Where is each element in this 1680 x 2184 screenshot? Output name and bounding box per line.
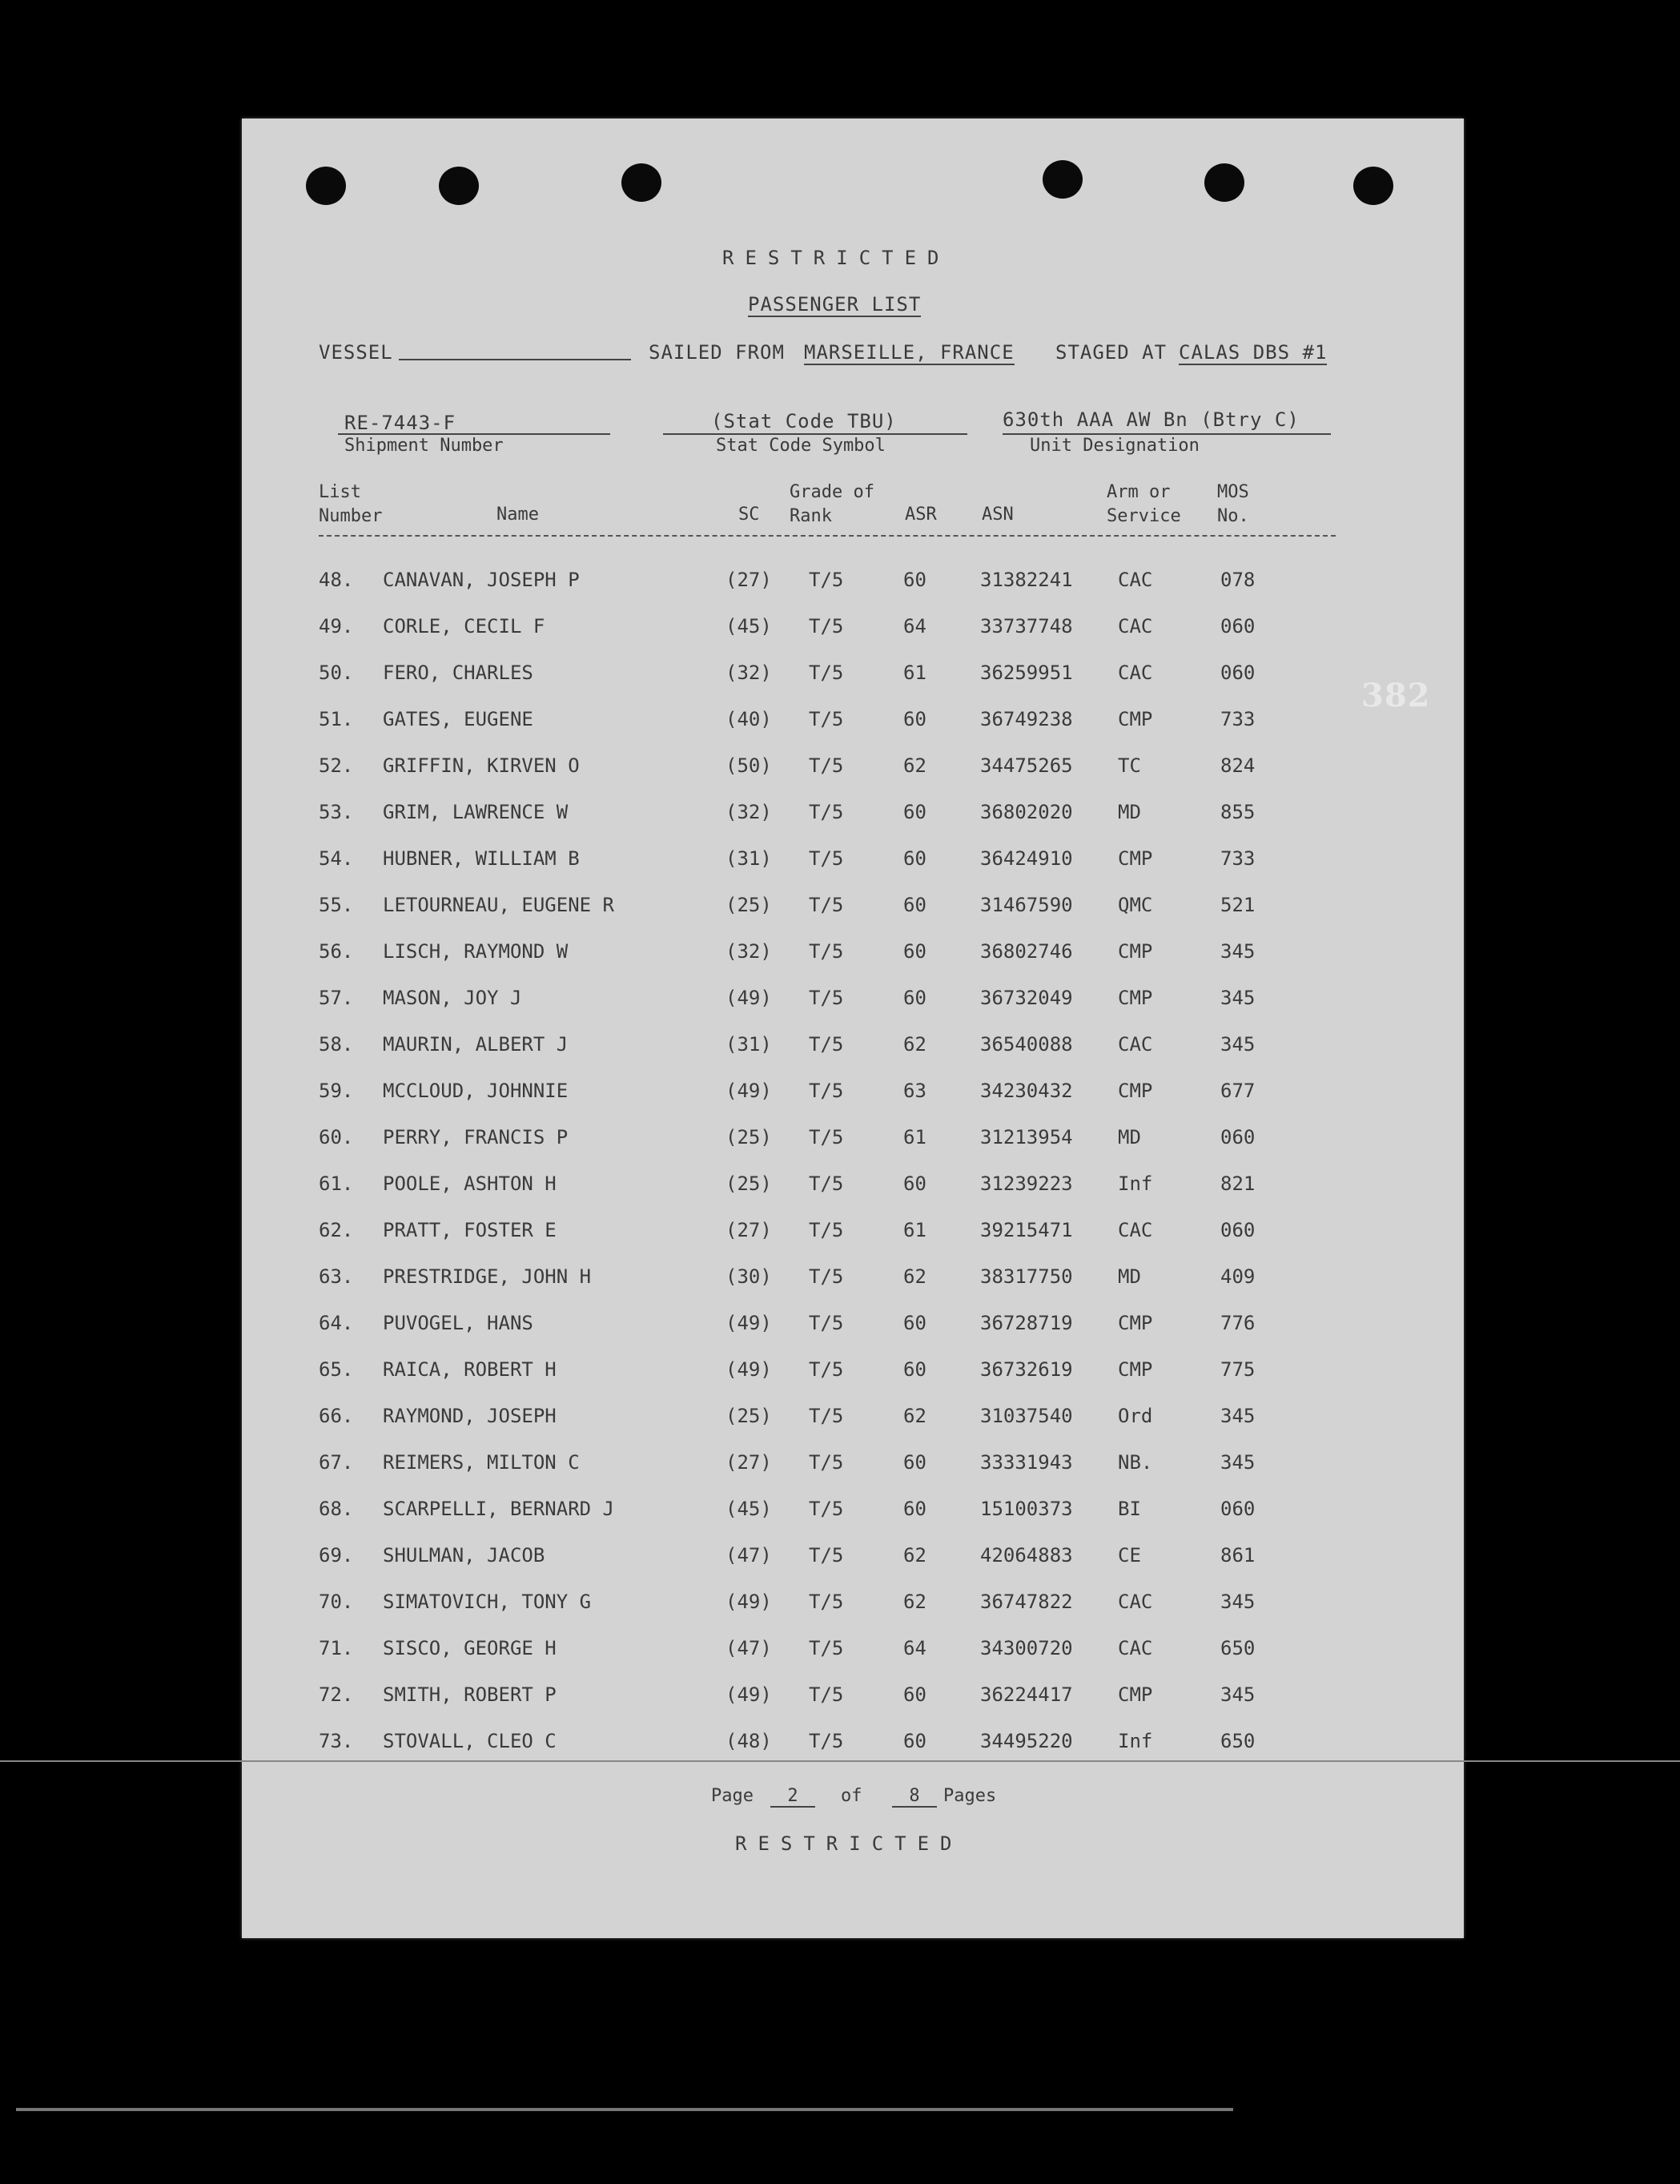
cell-mos-number: 650 bbox=[1220, 1730, 1256, 1752]
cell-asn: 42064883 bbox=[980, 1544, 1073, 1567]
unit-line bbox=[1003, 433, 1331, 435]
cell-mos-number: 060 bbox=[1220, 662, 1256, 684]
cell-service-component: (32) bbox=[725, 940, 772, 963]
staged-label: STAGED AT bbox=[1055, 341, 1168, 364]
cell-arm-or-service: CAC bbox=[1118, 1219, 1153, 1241]
cell-grade: T/5 bbox=[809, 1358, 844, 1381]
cell-service-component: (49) bbox=[725, 1358, 772, 1381]
cell-arm-or-service: NB. bbox=[1118, 1451, 1153, 1474]
table-row bbox=[242, 847, 1464, 879]
table-row bbox=[242, 1358, 1464, 1390]
cell-grade: T/5 bbox=[809, 987, 844, 1009]
cell-grade: T/5 bbox=[809, 754, 844, 777]
cell-asr-score: 60 bbox=[903, 1312, 926, 1334]
cell-asr-score: 64 bbox=[903, 615, 926, 638]
cell-asn: 34495220 bbox=[980, 1730, 1073, 1752]
cell-passenger-name: GRIM, LAWRENCE W bbox=[383, 801, 569, 823]
col-asn: ASN bbox=[982, 505, 1014, 525]
cell-list-number: 66. bbox=[319, 1405, 354, 1427]
cell-service-component: (47) bbox=[725, 1544, 772, 1567]
page-label: Page bbox=[711, 1786, 754, 1806]
cell-asn: 36749238 bbox=[980, 708, 1073, 730]
table-row bbox=[242, 1498, 1464, 1530]
cell-list-number: 54. bbox=[319, 847, 354, 870]
cell-grade: T/5 bbox=[809, 1033, 844, 1056]
cell-passenger-name: RAICA, ROBERT H bbox=[383, 1358, 557, 1381]
cell-mos-number: 345 bbox=[1220, 1451, 1256, 1474]
shipment-caption: Shipment Number bbox=[344, 436, 504, 456]
cell-grade: T/5 bbox=[809, 1126, 844, 1148]
cell-passenger-name: HUBNER, WILLIAM B bbox=[383, 847, 580, 870]
cell-passenger-name: STOVALL, CLEO C bbox=[383, 1730, 557, 1752]
table-row bbox=[242, 1544, 1464, 1576]
document-page bbox=[242, 119, 1464, 1938]
cell-arm-or-service: QMC bbox=[1118, 894, 1153, 916]
cell-service-component: (31) bbox=[725, 847, 772, 870]
cell-asn: 15100373 bbox=[980, 1498, 1073, 1520]
cell-asr-score: 60 bbox=[903, 801, 926, 823]
col-list-number: List Number bbox=[319, 482, 383, 526]
cell-arm-or-service: CMP bbox=[1118, 708, 1153, 730]
col-asr: ASR bbox=[905, 505, 937, 525]
unit-caption: Unit Designation bbox=[1030, 436, 1200, 456]
cell-passenger-name: CORLE, CECIL F bbox=[383, 615, 545, 638]
cell-service-component: (49) bbox=[725, 1591, 772, 1613]
cell-grade: T/5 bbox=[809, 708, 844, 730]
cell-arm-or-service: Ord bbox=[1118, 1405, 1153, 1427]
cell-service-component: (49) bbox=[725, 987, 772, 1009]
punch-hole bbox=[1204, 163, 1244, 202]
vessel-blank bbox=[399, 359, 631, 360]
cell-grade: T/5 bbox=[809, 1591, 844, 1613]
cell-service-component: (48) bbox=[725, 1730, 772, 1752]
cell-asr-score: 60 bbox=[903, 1451, 926, 1474]
stamped-page-number: 382 bbox=[1361, 677, 1431, 714]
table-row bbox=[242, 1126, 1464, 1158]
cell-grade: T/5 bbox=[809, 1219, 844, 1241]
cell-asr-score: 62 bbox=[903, 1265, 926, 1288]
stat-line bbox=[663, 433, 967, 435]
cell-passenger-name: LETOURNEAU, EUGENE R bbox=[383, 894, 614, 916]
cell-asr-score: 61 bbox=[903, 662, 926, 684]
stat-code: (Stat Code TBU) bbox=[711, 410, 897, 432]
cell-list-number: 72. bbox=[319, 1683, 354, 1706]
cell-asr-score: 60 bbox=[903, 1683, 926, 1706]
cell-asn: 36424910 bbox=[980, 847, 1073, 870]
cell-service-component: (47) bbox=[725, 1637, 772, 1659]
cell-mos-number: 345 bbox=[1220, 1683, 1256, 1706]
cell-asn: 31382241 bbox=[980, 569, 1073, 591]
cell-grade: T/5 bbox=[809, 1451, 844, 1474]
cell-asr-score: 60 bbox=[903, 847, 926, 870]
of-label: of bbox=[841, 1786, 862, 1806]
cell-asn: 36802746 bbox=[980, 940, 1073, 963]
cell-list-number: 49. bbox=[319, 615, 354, 638]
cell-asr-score: 60 bbox=[903, 708, 926, 730]
cell-passenger-name: RAYMOND, JOSEPH bbox=[383, 1405, 557, 1427]
cell-list-number: 58. bbox=[319, 1033, 354, 1056]
cell-asr-score: 60 bbox=[903, 1172, 926, 1195]
table-row bbox=[242, 1312, 1464, 1344]
table-row bbox=[242, 569, 1464, 601]
cell-mos-number: 409 bbox=[1220, 1265, 1256, 1288]
cell-grade: T/5 bbox=[809, 801, 844, 823]
unit-designation: 630th AAA AW Bn (Btry C) bbox=[1003, 408, 1300, 431]
cell-asr-score: 63 bbox=[903, 1080, 926, 1102]
cell-mos-number: 345 bbox=[1220, 940, 1256, 963]
table-row bbox=[242, 754, 1464, 786]
cell-asr-score: 60 bbox=[903, 1730, 926, 1752]
cell-grade: T/5 bbox=[809, 1683, 844, 1706]
table-row bbox=[242, 1033, 1464, 1065]
punch-hole bbox=[306, 167, 346, 205]
cell-passenger-name: LISCH, RAYMOND W bbox=[383, 940, 569, 963]
cell-grade: T/5 bbox=[809, 569, 844, 591]
cell-service-component: (27) bbox=[725, 569, 772, 591]
cell-list-number: 57. bbox=[319, 987, 354, 1009]
cell-mos-number: 345 bbox=[1220, 1033, 1256, 1056]
cell-passenger-name: PRATT, FOSTER E bbox=[383, 1219, 557, 1241]
cell-passenger-name: SCARPELLI, BERNARD J bbox=[383, 1498, 614, 1520]
cell-mos-number: 345 bbox=[1220, 987, 1256, 1009]
cell-grade: T/5 bbox=[809, 847, 844, 870]
cell-mos-number: 861 bbox=[1220, 1544, 1256, 1567]
cell-asr-score: 62 bbox=[903, 754, 926, 777]
punch-hole bbox=[439, 167, 479, 205]
cell-grade: T/5 bbox=[809, 1637, 844, 1659]
page-number: 2 bbox=[770, 1786, 815, 1808]
cell-list-number: 51. bbox=[319, 708, 354, 730]
table-row bbox=[242, 1451, 1464, 1483]
cell-mos-number: 521 bbox=[1220, 894, 1256, 916]
staged-value: CALAS DBS #1 bbox=[1179, 341, 1328, 364]
cell-passenger-name: PUVOGEL, HANS bbox=[383, 1312, 533, 1334]
cell-service-component: (31) bbox=[725, 1033, 772, 1056]
cell-service-component: (49) bbox=[725, 1080, 772, 1102]
cell-list-number: 50. bbox=[319, 662, 354, 684]
cell-asr-score: 61 bbox=[903, 1126, 926, 1148]
cell-asr-score: 61 bbox=[903, 1219, 926, 1241]
table-row bbox=[242, 894, 1464, 926]
cell-list-number: 56. bbox=[319, 940, 354, 963]
cell-asn: 34300720 bbox=[980, 1637, 1073, 1659]
cell-asr-score: 60 bbox=[903, 1358, 926, 1381]
cell-service-component: (27) bbox=[725, 1219, 772, 1241]
cell-passenger-name: SHULMAN, JACOB bbox=[383, 1544, 545, 1567]
cell-asr-score: 62 bbox=[903, 1405, 926, 1427]
cell-list-number: 61. bbox=[319, 1172, 354, 1195]
cell-mos-number: 824 bbox=[1220, 754, 1256, 777]
cell-grade: T/5 bbox=[809, 1498, 844, 1520]
cell-asn: 36540088 bbox=[980, 1033, 1073, 1056]
cell-list-number: 71. bbox=[319, 1637, 354, 1659]
cell-grade: T/5 bbox=[809, 1265, 844, 1288]
cell-asn: 33737748 bbox=[980, 615, 1073, 638]
cell-arm-or-service: CAC bbox=[1118, 1033, 1153, 1056]
cell-mos-number: 345 bbox=[1220, 1591, 1256, 1613]
table-row bbox=[242, 615, 1464, 647]
cell-arm-or-service: Inf bbox=[1118, 1730, 1153, 1752]
cell-grade: T/5 bbox=[809, 894, 844, 916]
cell-arm-or-service: TC bbox=[1118, 754, 1141, 777]
cell-asr-score: 62 bbox=[903, 1591, 926, 1613]
cell-passenger-name: SIMATOVICH, TONY G bbox=[383, 1591, 592, 1613]
cell-asn: 39215471 bbox=[980, 1219, 1073, 1241]
classification-bottom: RESTRICTED bbox=[735, 1832, 963, 1855]
cell-grade: T/5 bbox=[809, 1730, 844, 1752]
table-row bbox=[242, 1591, 1464, 1623]
cell-service-component: (45) bbox=[725, 1498, 772, 1520]
cell-service-component: (49) bbox=[725, 1312, 772, 1334]
cell-list-number: 60. bbox=[319, 1126, 354, 1148]
table-row bbox=[242, 1405, 1464, 1437]
cell-passenger-name: CANAVAN, JOSEPH P bbox=[383, 569, 580, 591]
cell-list-number: 68. bbox=[319, 1498, 354, 1520]
cell-arm-or-service: CAC bbox=[1118, 1637, 1153, 1659]
cell-arm-or-service: CAC bbox=[1118, 615, 1153, 638]
cell-list-number: 48. bbox=[319, 569, 354, 591]
cell-arm-or-service: CMP bbox=[1118, 1312, 1153, 1334]
scan-line bbox=[0, 1760, 1680, 1762]
cell-mos-number: 060 bbox=[1220, 615, 1256, 638]
cell-asn: 36728719 bbox=[980, 1312, 1073, 1334]
sailed-value: MARSEILLE, FRANCE bbox=[804, 341, 1015, 364]
cell-asn: 36732619 bbox=[980, 1358, 1073, 1381]
cell-arm-or-service: CAC bbox=[1118, 662, 1153, 684]
vessel-label: VESSEL bbox=[319, 341, 393, 364]
header-rule bbox=[319, 535, 1336, 537]
cell-asn: 31467590 bbox=[980, 894, 1073, 916]
cell-arm-or-service: BI bbox=[1118, 1498, 1141, 1520]
table-row bbox=[242, 987, 1464, 1019]
cell-asr-score: 62 bbox=[903, 1033, 926, 1056]
cell-service-component: (25) bbox=[725, 1172, 772, 1195]
cell-list-number: 73. bbox=[319, 1730, 354, 1752]
cell-grade: T/5 bbox=[809, 1172, 844, 1195]
cell-asn: 36732049 bbox=[980, 987, 1073, 1009]
cell-asn: 34230432 bbox=[980, 1080, 1073, 1102]
cell-service-component: (32) bbox=[725, 662, 772, 684]
cell-arm-or-service: CMP bbox=[1118, 1358, 1153, 1381]
cell-asn: 31213954 bbox=[980, 1126, 1073, 1148]
shipment-number: RE-7443-F bbox=[344, 412, 456, 434]
cell-list-number: 59. bbox=[319, 1080, 354, 1102]
cell-list-number: 67. bbox=[319, 1451, 354, 1474]
cell-list-number: 70. bbox=[319, 1591, 354, 1613]
col-arm: Arm or Service bbox=[1107, 482, 1181, 526]
cell-passenger-name: GRIFFIN, KIRVEN O bbox=[383, 754, 580, 777]
table-row bbox=[242, 1219, 1464, 1251]
table-row bbox=[242, 662, 1464, 694]
cell-asn: 38317750 bbox=[980, 1265, 1073, 1288]
cell-mos-number: 078 bbox=[1220, 569, 1256, 591]
shipment-line bbox=[338, 433, 610, 435]
total-pages: 8 bbox=[892, 1786, 937, 1808]
punch-hole bbox=[1353, 167, 1393, 205]
cell-service-component: (32) bbox=[725, 801, 772, 823]
cell-passenger-name: POOLE, ASHTON H bbox=[383, 1172, 557, 1195]
cell-asn: 36747822 bbox=[980, 1591, 1073, 1613]
cell-asn: 34475265 bbox=[980, 754, 1073, 777]
cell-asr-score: 60 bbox=[903, 569, 926, 591]
cell-asr-score: 60 bbox=[903, 1498, 926, 1520]
cell-arm-or-service: CAC bbox=[1118, 1591, 1153, 1613]
cell-list-number: 69. bbox=[319, 1544, 354, 1567]
cell-asn: 31037540 bbox=[980, 1405, 1073, 1427]
cell-mos-number: 776 bbox=[1220, 1312, 1256, 1334]
cell-mos-number: 060 bbox=[1220, 1219, 1256, 1241]
cell-passenger-name: SISCO, GEORGE H bbox=[383, 1637, 557, 1659]
cell-asn: 33331943 bbox=[980, 1451, 1073, 1474]
table-row bbox=[242, 1080, 1464, 1112]
cell-grade: T/5 bbox=[809, 615, 844, 638]
cell-passenger-name: MASON, JOY J bbox=[383, 987, 522, 1009]
cell-asn: 31239223 bbox=[980, 1172, 1073, 1195]
cell-asn: 36802020 bbox=[980, 801, 1073, 823]
cell-mos-number: 855 bbox=[1220, 801, 1256, 823]
cell-passenger-name: PRESTRIDGE, JOHN H bbox=[383, 1265, 592, 1288]
cell-mos-number: 775 bbox=[1220, 1358, 1256, 1381]
cell-asr-score: 60 bbox=[903, 940, 926, 963]
cell-list-number: 62. bbox=[319, 1219, 354, 1241]
cell-mos-number: 650 bbox=[1220, 1637, 1256, 1659]
cell-grade: T/5 bbox=[809, 940, 844, 963]
cell-mos-number: 733 bbox=[1220, 708, 1256, 730]
cell-service-component: (45) bbox=[725, 615, 772, 638]
cell-mos-number: 677 bbox=[1220, 1080, 1256, 1102]
cell-grade: T/5 bbox=[809, 1312, 844, 1334]
cell-arm-or-service: CMP bbox=[1118, 1683, 1153, 1706]
cell-service-component: (25) bbox=[725, 894, 772, 916]
table-row bbox=[242, 708, 1464, 740]
sailed-label: SAILED FROM bbox=[649, 341, 785, 364]
cell-service-component: (50) bbox=[725, 754, 772, 777]
cell-service-component: (25) bbox=[725, 1126, 772, 1148]
cell-mos-number: 060 bbox=[1220, 1126, 1256, 1148]
punch-hole bbox=[621, 163, 661, 202]
col-mos: MOS No. bbox=[1217, 482, 1249, 526]
punch-hole bbox=[1043, 160, 1083, 199]
cell-arm-or-service: MD bbox=[1118, 1265, 1141, 1288]
cell-mos-number: 821 bbox=[1220, 1172, 1256, 1195]
cell-arm-or-service: MD bbox=[1118, 801, 1141, 823]
cell-arm-or-service: CMP bbox=[1118, 987, 1153, 1009]
col-name: Name bbox=[496, 505, 539, 525]
pages-label: Pages bbox=[943, 1786, 997, 1806]
cell-list-number: 53. bbox=[319, 801, 354, 823]
cell-arm-or-service: MD bbox=[1118, 1126, 1141, 1148]
cell-passenger-name: MCCLOUD, JOHNNIE bbox=[383, 1080, 569, 1102]
cell-asr-score: 60 bbox=[903, 894, 926, 916]
cell-arm-or-service: CMP bbox=[1118, 940, 1153, 963]
cell-passenger-name: PERRY, FRANCIS P bbox=[383, 1126, 569, 1148]
cell-passenger-name: REIMERS, MILTON C bbox=[383, 1451, 580, 1474]
scan-line bbox=[16, 2108, 1233, 2111]
cell-passenger-name: FERO, CHARLES bbox=[383, 662, 533, 684]
table-row bbox=[242, 1265, 1464, 1297]
cell-passenger-name: MAURIN, ALBERT J bbox=[383, 1033, 569, 1056]
cell-passenger-name: GATES, EUGENE bbox=[383, 708, 533, 730]
cell-grade: T/5 bbox=[809, 1080, 844, 1102]
cell-passenger-name: SMITH, ROBERT P bbox=[383, 1683, 557, 1706]
cell-service-component: (25) bbox=[725, 1405, 772, 1427]
table-row bbox=[242, 1730, 1464, 1762]
col-sc: SC bbox=[738, 505, 760, 525]
table-row bbox=[242, 801, 1464, 833]
stat-caption: Stat Code Symbol bbox=[716, 436, 886, 456]
col-grade: Grade of Rank bbox=[790, 482, 874, 526]
cell-arm-or-service: CMP bbox=[1118, 1080, 1153, 1102]
document-title: PASSENGER LIST bbox=[748, 293, 922, 316]
cell-list-number: 55. bbox=[319, 894, 354, 916]
cell-grade: T/5 bbox=[809, 1405, 844, 1427]
cell-list-number: 64. bbox=[319, 1312, 354, 1334]
table-row bbox=[242, 1637, 1464, 1669]
cell-grade: T/5 bbox=[809, 1544, 844, 1567]
cell-asr-score: 60 bbox=[903, 987, 926, 1009]
cell-mos-number: 733 bbox=[1220, 847, 1256, 870]
cell-list-number: 63. bbox=[319, 1265, 354, 1288]
cell-service-component: (40) bbox=[725, 708, 772, 730]
table-row bbox=[242, 1683, 1464, 1715]
cell-arm-or-service: CMP bbox=[1118, 847, 1153, 870]
cell-asn: 36259951 bbox=[980, 662, 1073, 684]
cell-asr-score: 62 bbox=[903, 1544, 926, 1567]
cell-list-number: 65. bbox=[319, 1358, 354, 1381]
cell-asr-score: 64 bbox=[903, 1637, 926, 1659]
cell-service-component: (49) bbox=[725, 1683, 772, 1706]
cell-list-number: 52. bbox=[319, 754, 354, 777]
cell-asn: 36224417 bbox=[980, 1683, 1073, 1706]
cell-arm-or-service: CAC bbox=[1118, 569, 1153, 591]
table-row bbox=[242, 1172, 1464, 1205]
cell-service-component: (27) bbox=[725, 1451, 772, 1474]
cell-grade: T/5 bbox=[809, 662, 844, 684]
table-row bbox=[242, 940, 1464, 972]
cell-service-component: (30) bbox=[725, 1265, 772, 1288]
classification-top: RESTRICTED bbox=[722, 247, 951, 269]
cell-arm-or-service: CE bbox=[1118, 1544, 1141, 1567]
cell-mos-number: 060 bbox=[1220, 1498, 1256, 1520]
cell-arm-or-service: Inf bbox=[1118, 1172, 1153, 1195]
cell-mos-number: 345 bbox=[1220, 1405, 1256, 1427]
